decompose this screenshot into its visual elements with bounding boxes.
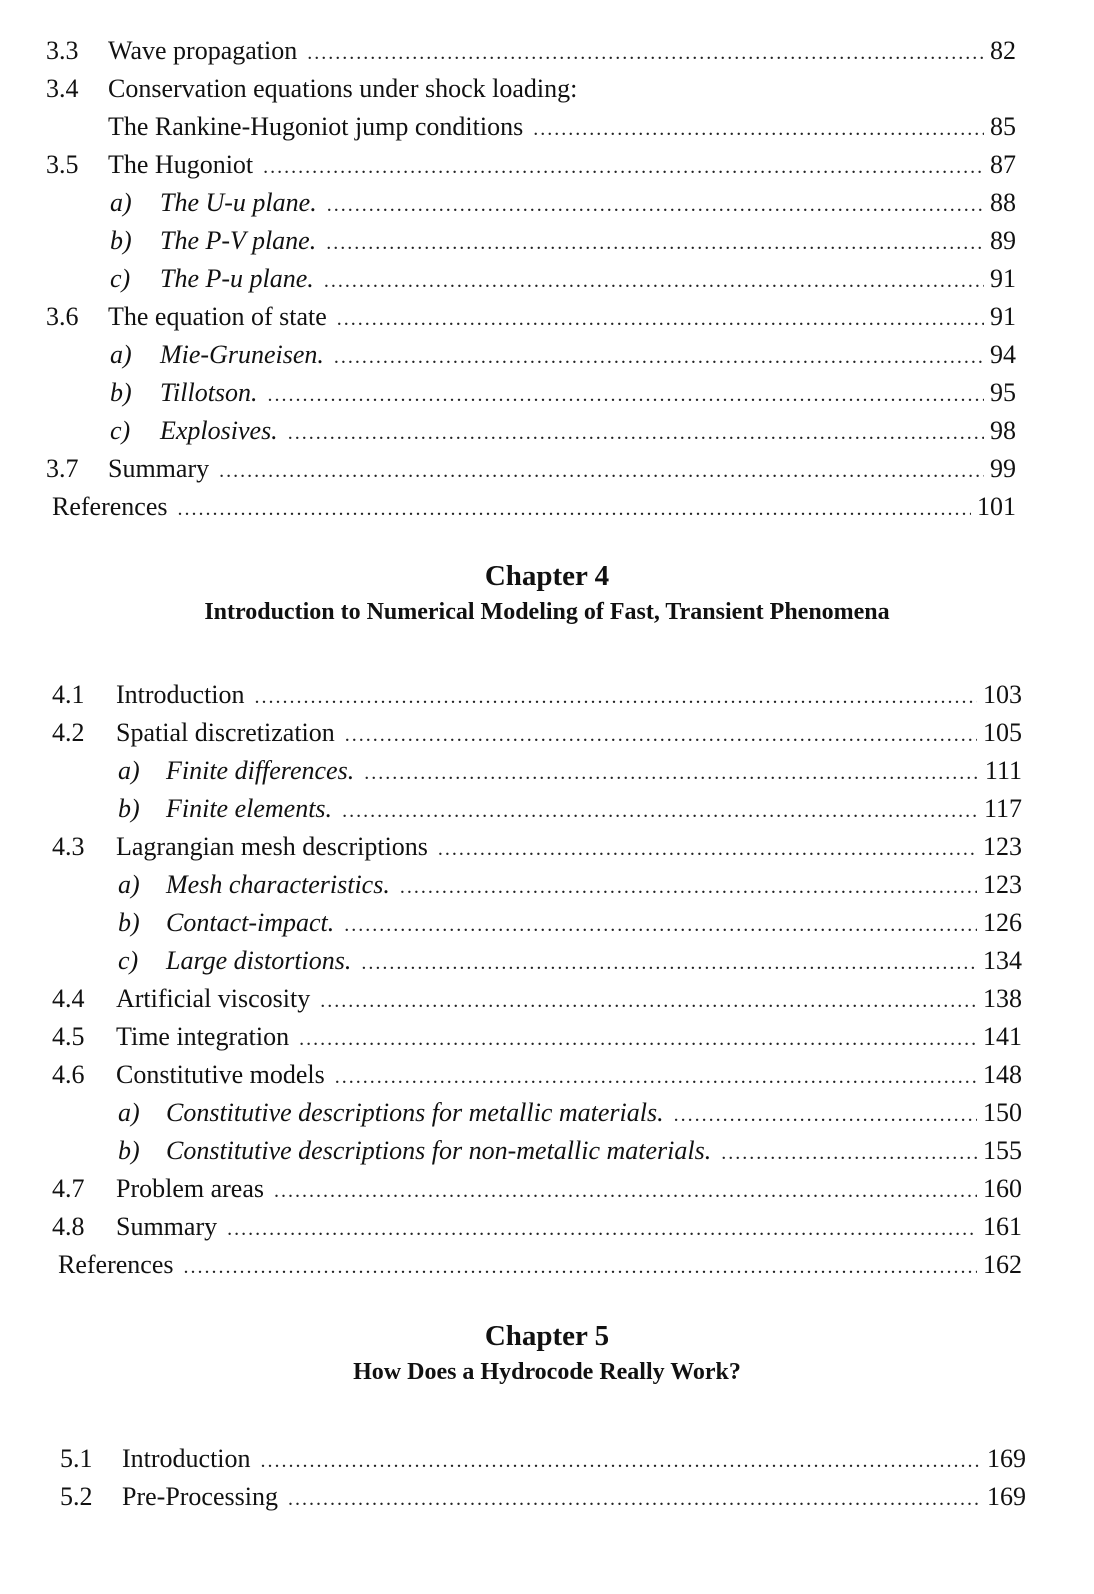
leader-dots (361, 944, 977, 982)
toc-number: c) (110, 416, 131, 445)
toc-label: Constitutive descriptions for metallic materials. (166, 1098, 664, 1127)
toc-entry (122, 1440, 1026, 1480)
leader-dots (400, 868, 977, 906)
toc-number: 3.4 (46, 74, 79, 103)
toc-number: b) (118, 1136, 140, 1165)
toc-number: 3.7 (46, 454, 79, 483)
toc-entry (116, 1208, 1022, 1248)
toc-entry (108, 32, 1016, 72)
toc-page-number: 111 (984, 756, 1022, 785)
toc-page-number: 105 (983, 718, 1022, 747)
leader-dots (263, 148, 984, 186)
toc-row (0, 1440, 1094, 1478)
toc-row (0, 32, 1094, 70)
leader-dots (183, 1248, 977, 1286)
toc-row (0, 374, 1094, 412)
toc-entry (166, 1094, 1022, 1134)
toc-page-number: 123 (983, 832, 1022, 861)
leader-dots (268, 376, 984, 414)
toc-label: Contact-impact. (166, 908, 335, 937)
toc-page-number: 123 (983, 870, 1022, 899)
toc-number: a) (118, 870, 140, 899)
toc-row (0, 980, 1094, 1018)
toc-page-number: 98 (990, 416, 1016, 445)
toc-label: The P-u plane. (160, 264, 314, 293)
toc-page-number: 85 (990, 112, 1016, 141)
toc-page-number: 103 (983, 680, 1022, 709)
toc-entry (108, 298, 1016, 338)
toc-label: Pre-Processing (122, 1482, 278, 1511)
toc-label: Mesh characteristics. (166, 870, 390, 899)
toc-label: References (52, 492, 168, 521)
toc-page-number: 117 (983, 794, 1022, 823)
toc-page-number: 169 (987, 1444, 1026, 1473)
toc-page-number: 161 (983, 1212, 1022, 1241)
leader-dots (255, 678, 977, 716)
leader-dots (327, 186, 984, 224)
toc-label: Conservation equations under shock loading: (108, 74, 578, 103)
toc-number: 3.6 (46, 302, 79, 331)
toc-page-number: 82 (990, 36, 1016, 65)
toc-label: Artificial viscosity (116, 984, 311, 1013)
toc-number: 4.4 (52, 984, 85, 1013)
toc-number: 5.1 (60, 1444, 93, 1473)
toc-entry (160, 260, 1016, 300)
leader-dots (326, 224, 984, 262)
toc-row (0, 184, 1094, 222)
leader-dots (324, 262, 984, 300)
leader-dots (342, 792, 978, 830)
toc-page-number: 91 (990, 302, 1016, 331)
leader-dots (721, 1134, 977, 1172)
toc-page-number: 148 (983, 1060, 1022, 1089)
toc-page-number: 91 (990, 264, 1016, 293)
toc-row (0, 336, 1094, 374)
toc-row (0, 828, 1094, 866)
toc-row (0, 1056, 1094, 1094)
toc-entry (116, 714, 1022, 754)
leader-dots (344, 906, 977, 944)
toc-page-number: 87 (990, 150, 1016, 179)
toc-page-number: 150 (983, 1098, 1022, 1127)
leader-dots (219, 452, 984, 490)
toc-entry (160, 412, 1016, 452)
chapter-4-subtitle: Introduction to Numerical Modeling of Fast, Transient Phenomena (204, 599, 890, 625)
toc-number: c) (118, 946, 139, 975)
toc-row (0, 412, 1094, 450)
chapter-5-heading (0, 1320, 1094, 1386)
toc-entry (116, 828, 1022, 868)
toc-page-number: 101 (977, 492, 1016, 521)
toc-block-chapter3 (0, 32, 1094, 526)
toc-row (0, 866, 1094, 904)
toc-entry (52, 488, 1016, 528)
toc-page-number: 99 (990, 454, 1016, 483)
toc-page-number: 89 (990, 226, 1016, 255)
toc-number: 4.7 (52, 1174, 85, 1203)
toc-row (0, 1208, 1094, 1246)
toc-label: Summary (116, 1212, 218, 1241)
toc-block-chapter4 (0, 676, 1094, 1284)
toc-row (0, 1018, 1094, 1056)
toc-number: 5.2 (60, 1482, 93, 1511)
toc-number: a) (118, 756, 140, 785)
toc-number: a) (110, 188, 132, 217)
chapter-4-title: Chapter 4 (484, 560, 610, 592)
toc-row (0, 450, 1094, 488)
toc-entry (116, 980, 1022, 1020)
toc-row (0, 298, 1094, 336)
chapter-5-title: Chapter 5 (484, 1320, 610, 1352)
toc-entry (108, 70, 1016, 108)
toc-number: c) (110, 264, 131, 293)
toc-label: Wave propagation (108, 36, 298, 65)
toc-row (0, 222, 1094, 260)
toc-label: References (58, 1250, 174, 1279)
toc-row (0, 676, 1094, 714)
chapter-5-subtitle: How Does a Hydrocode Really Work? (353, 1359, 741, 1385)
toc-label: Finite differences. (166, 756, 355, 785)
toc-entry (160, 222, 1016, 262)
toc-row (0, 904, 1094, 942)
toc-number: b) (110, 378, 132, 407)
toc-row (0, 260, 1094, 298)
toc-label: Constitutive models (116, 1060, 325, 1089)
toc-label: Spatial discretization (116, 718, 335, 747)
toc-page-number: 94 (990, 340, 1016, 369)
toc-number: a) (118, 1098, 140, 1127)
toc-number: 4.2 (52, 718, 85, 747)
leader-dots (335, 1058, 977, 1096)
toc-label: Large distortions. (166, 946, 352, 975)
toc-number: b) (118, 908, 140, 937)
leader-dots (334, 338, 984, 376)
toc-number: 4.8 (52, 1212, 85, 1241)
toc-page-number: 160 (983, 1174, 1022, 1203)
toc-entry (166, 904, 1022, 944)
toc-label: The Rankine-Hugoniot jump conditions (108, 112, 524, 141)
toc-label: Mie-Gruneisen. (160, 340, 324, 369)
toc-entry (166, 790, 1022, 830)
toc-label: Introduction (122, 1444, 251, 1473)
toc-entry (108, 108, 1016, 148)
toc-page-number: 95 (990, 378, 1016, 407)
toc-row (0, 108, 1094, 146)
toc-label: The U-u plane. (160, 188, 317, 217)
toc-entry (108, 146, 1016, 186)
toc-entry (166, 1132, 1022, 1172)
toc-label: The equation of state (108, 302, 327, 331)
toc-number: 4.5 (52, 1022, 85, 1051)
toc-page-number: 88 (990, 188, 1016, 217)
leader-dots (288, 414, 984, 452)
toc-number: 4.1 (52, 680, 85, 709)
toc-entry (166, 752, 1022, 792)
toc-label: Problem areas (116, 1174, 265, 1203)
leader-dots (274, 1172, 977, 1210)
toc-entry (160, 184, 1016, 224)
toc-label: Introduction (116, 680, 245, 709)
leader-dots (320, 982, 977, 1020)
toc-label: Time integration (116, 1022, 290, 1051)
leader-dots (674, 1096, 977, 1134)
toc-page-number: 138 (983, 984, 1022, 1013)
toc-page-number: 126 (983, 908, 1022, 937)
toc-entry (116, 1170, 1022, 1210)
toc-row (0, 1170, 1094, 1208)
toc-label: Explosives. (160, 416, 278, 445)
toc-entry (58, 1246, 1022, 1286)
leader-dots (227, 1210, 977, 1248)
toc-label: Finite elements. (166, 794, 333, 823)
toc-row (0, 942, 1094, 980)
toc-label: Summary (108, 454, 210, 483)
toc-label: The P-V plane. (160, 226, 317, 255)
toc-number: b) (110, 226, 132, 255)
toc-page-number: 134 (983, 946, 1022, 975)
leader-dots (533, 110, 984, 148)
toc-number: 4.6 (52, 1060, 85, 1089)
toc-row (0, 1246, 1094, 1284)
toc-number: b) (118, 794, 140, 823)
toc-entry (160, 336, 1016, 376)
toc-row (0, 1094, 1094, 1132)
toc-entry (122, 1478, 1026, 1518)
leader-dots (288, 1480, 981, 1518)
toc-number: a) (110, 340, 132, 369)
leader-dots (438, 830, 977, 868)
toc-page-number: 141 (983, 1022, 1022, 1051)
toc-page-number: 155 (983, 1136, 1022, 1165)
toc-row (0, 752, 1094, 790)
toc-page-number: 169 (987, 1482, 1026, 1511)
toc-label: Tillotson. (160, 378, 258, 407)
leader-dots (299, 1020, 977, 1058)
toc-entry (160, 374, 1016, 414)
toc-block-chapter5 (0, 1440, 1094, 1516)
toc-entry (166, 866, 1022, 906)
toc-label: Lagrangian mesh descriptions (116, 832, 428, 861)
toc-page-number: 162 (983, 1250, 1022, 1279)
toc-number: 3.3 (46, 36, 79, 65)
toc-entry (116, 1018, 1022, 1058)
toc-entry (166, 942, 1022, 982)
leader-dots (337, 300, 984, 338)
leader-dots (364, 754, 979, 792)
toc-entry (116, 1056, 1022, 1096)
toc-row (0, 146, 1094, 184)
leader-dots (307, 34, 984, 72)
toc-number: 3.5 (46, 150, 79, 179)
toc-row (0, 714, 1094, 752)
toc-label: Constitutive descriptions for non-metallic materials. (166, 1136, 712, 1165)
toc-row (0, 488, 1094, 526)
toc-row (0, 1478, 1094, 1516)
leader-dots (177, 490, 971, 528)
chapter-4-heading (0, 560, 1094, 626)
toc-row (0, 790, 1094, 828)
toc-entry (108, 450, 1016, 490)
leader-dots (261, 1442, 981, 1480)
leader-dots (345, 716, 977, 754)
toc-number: 4.3 (52, 832, 85, 861)
toc-row (0, 1132, 1094, 1170)
toc-row (0, 70, 1094, 108)
toc-entry (116, 676, 1022, 716)
toc-label: The Hugoniot (108, 150, 254, 179)
